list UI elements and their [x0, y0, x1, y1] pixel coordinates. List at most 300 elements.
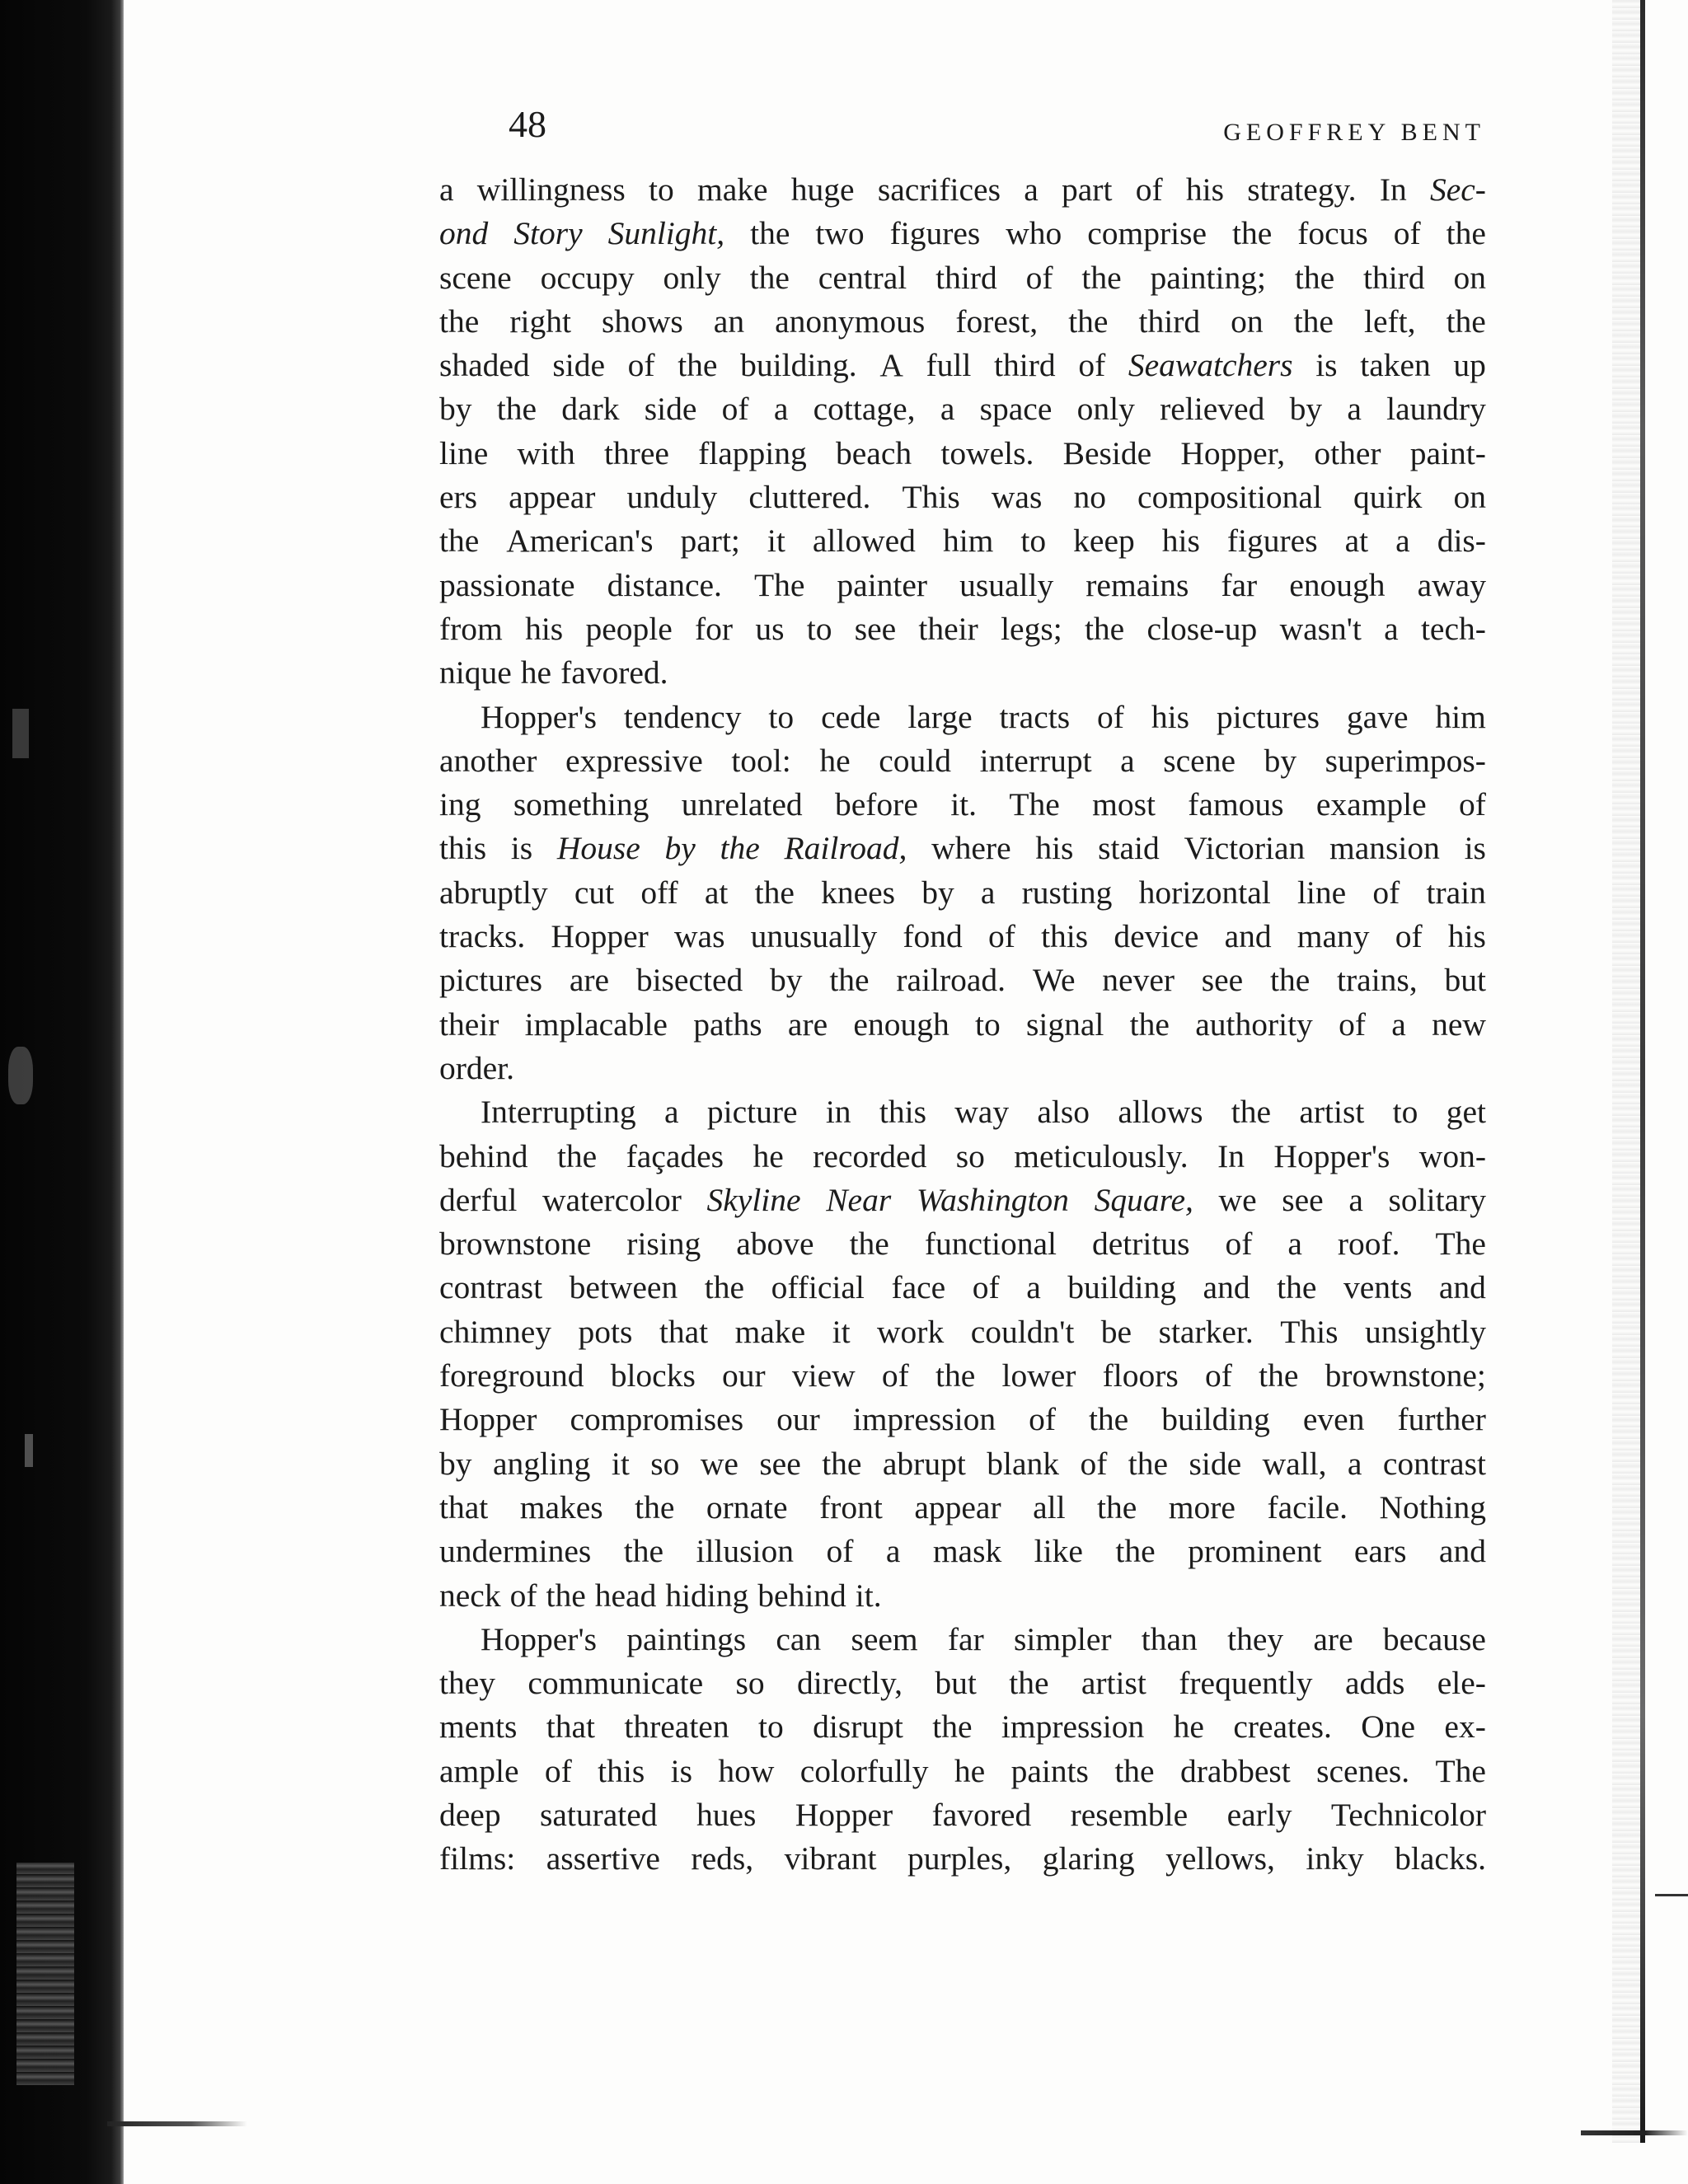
word: tracts [999, 698, 1071, 735]
word: bisected [635, 962, 743, 999]
word: of [826, 1533, 854, 1570]
word: something [513, 786, 649, 823]
word: see [1282, 1181, 1324, 1218]
word: it. [950, 786, 978, 823]
word: House [556, 830, 640, 867]
scan-artifact [107, 2121, 247, 2126]
word: recorded [813, 1137, 927, 1174]
word: expressive [565, 742, 703, 779]
word: compositional [1137, 479, 1322, 516]
word: the [829, 962, 870, 999]
word: taken [1360, 347, 1431, 384]
word: huge [790, 171, 855, 208]
scan-artifact [1581, 2130, 1688, 2135]
word: floors [1102, 1357, 1179, 1394]
word: for [695, 610, 734, 647]
word: gave [1346, 698, 1409, 735]
word: the [1128, 1445, 1169, 1482]
word: far [947, 1620, 984, 1657]
word: make [734, 1313, 806, 1350]
word: ample [439, 1752, 519, 1789]
running-head: GEOFFREY BENT [1223, 119, 1485, 146]
word: scene [1163, 742, 1236, 779]
word: strategy. [1247, 171, 1357, 208]
word: passionate [439, 566, 575, 603]
word: pictures [439, 962, 543, 999]
word: head [594, 1577, 657, 1614]
text-line [439, 827, 1486, 870]
word: our [722, 1357, 766, 1394]
word: roof. [1337, 1226, 1400, 1263]
word: train [1426, 874, 1486, 911]
word: ears [1353, 1533, 1407, 1570]
word: line [1296, 874, 1347, 911]
word: the [1088, 1401, 1129, 1438]
word: how [718, 1752, 775, 1789]
word: simpler [1014, 1620, 1112, 1657]
text-line [439, 1530, 1486, 1573]
text-line [439, 739, 1486, 783]
word: so [955, 1137, 985, 1174]
word: off [640, 874, 678, 911]
word: cluttered. [748, 479, 871, 516]
word: central [818, 259, 907, 296]
word: saturated [539, 1796, 658, 1833]
text-line [439, 564, 1486, 607]
word: towels. [940, 434, 1034, 471]
word: authority [1195, 1005, 1313, 1043]
word: by [1264, 742, 1297, 779]
word: a [885, 1533, 901, 1570]
word: a [1120, 742, 1135, 779]
word: a [1395, 523, 1410, 560]
word: the [1446, 215, 1486, 252]
word: of [1029, 1401, 1056, 1438]
word: close-up [1146, 610, 1258, 647]
word: the [1294, 259, 1335, 296]
word: the [1081, 259, 1122, 296]
word: of [1339, 1005, 1366, 1043]
word: the [754, 874, 795, 911]
word: usually [959, 566, 1054, 603]
word: of [881, 1357, 909, 1394]
word: to [806, 610, 832, 647]
word: tracks. [439, 918, 526, 955]
word: of [627, 347, 655, 384]
word: the [1259, 1357, 1299, 1394]
word: comprise [1087, 215, 1207, 252]
text-line [439, 915, 1486, 958]
word: trains, [1337, 962, 1418, 999]
word: by [1289, 391, 1323, 428]
word: derful [439, 1181, 518, 1218]
word: facile. [1267, 1488, 1348, 1526]
word: more [1168, 1488, 1236, 1526]
word: threaten [624, 1708, 729, 1746]
word: Sec- [1429, 171, 1486, 208]
body-text [439, 168, 1486, 1882]
word: that [439, 1488, 489, 1526]
word: interrupt [979, 742, 1092, 779]
word: abruptly [439, 874, 548, 911]
word: even [1302, 1401, 1365, 1438]
word: blocks [610, 1357, 696, 1394]
word: him [942, 523, 994, 560]
word: This [902, 479, 960, 516]
text-line [439, 1574, 1486, 1618]
word: of [509, 1577, 537, 1614]
text-line [439, 256, 1486, 300]
word: only [1076, 391, 1135, 428]
word: Hopper [439, 1401, 537, 1438]
word: most [1092, 786, 1156, 823]
word: blank [987, 1445, 1060, 1482]
text-line [439, 1222, 1486, 1266]
word: side [644, 391, 697, 428]
text-line [439, 1090, 1486, 1134]
page-edge-texture [1612, 0, 1640, 2143]
word: of [1204, 1357, 1232, 1394]
word: with [517, 434, 575, 471]
text-line [439, 1661, 1486, 1705]
word: also [1037, 1094, 1090, 1131]
word: ornate [706, 1488, 788, 1526]
word: a [1384, 610, 1399, 647]
word: full [926, 347, 972, 384]
word: The [1435, 1752, 1486, 1789]
word: the [1293, 302, 1334, 340]
word: at [704, 874, 729, 911]
word: the [935, 1357, 976, 1394]
word: occupy [540, 259, 635, 296]
word: from [439, 610, 503, 647]
word: brownstone [439, 1226, 592, 1263]
word: of [1395, 918, 1423, 955]
word: face [891, 1269, 946, 1306]
word: the [1084, 610, 1125, 647]
word: lower [1001, 1357, 1076, 1394]
word: cut [574, 874, 615, 911]
word: ond [439, 215, 489, 252]
page-edge-shadow [1640, 0, 1645, 2143]
word: see [854, 610, 897, 647]
word: the [1446, 302, 1486, 340]
word: away [1417, 566, 1486, 603]
text-line [439, 1003, 1486, 1047]
word: ing [439, 786, 481, 823]
word: beach [836, 434, 912, 471]
word: a [980, 874, 996, 911]
word: this [439, 830, 487, 867]
word: only [663, 259, 721, 296]
word: compromises [570, 1401, 744, 1438]
word: that [546, 1708, 595, 1746]
word: unusually [750, 918, 878, 955]
word: of [1097, 698, 1124, 735]
word: far [1221, 566, 1258, 603]
word: behind [757, 1577, 846, 1614]
word: than [1141, 1620, 1198, 1657]
word: is [1464, 830, 1486, 867]
word: further [1397, 1401, 1486, 1438]
word: creates. [1233, 1708, 1332, 1746]
word: we [700, 1445, 738, 1482]
word: above [736, 1226, 814, 1263]
word: paints [1010, 1752, 1089, 1789]
word: it. [855, 1577, 882, 1614]
word: rusting [1021, 874, 1113, 911]
word: by [664, 830, 696, 867]
word: This [1280, 1313, 1339, 1350]
word: inky [1306, 1840, 1364, 1877]
word: the [750, 215, 790, 252]
word: this [598, 1752, 645, 1789]
word: work [877, 1313, 945, 1350]
word: tech- [1420, 610, 1486, 647]
word: ele- [1437, 1665, 1486, 1702]
word: this [1041, 918, 1089, 955]
word: is [510, 830, 533, 867]
word: but [935, 1665, 977, 1702]
word: prominent [1188, 1533, 1322, 1570]
word: watercolor [542, 1181, 682, 1218]
word: Hopper [795, 1796, 893, 1833]
word: many [1296, 918, 1370, 955]
word: Sunlight, [607, 215, 725, 252]
word: so [735, 1665, 765, 1702]
word: a [940, 391, 955, 428]
word: ex- [1444, 1708, 1486, 1746]
word: shows [601, 302, 683, 340]
word: detritus [1091, 1226, 1190, 1263]
word: hiding [665, 1577, 749, 1614]
word: tool: [731, 742, 791, 779]
word: The [753, 566, 805, 603]
word: us [755, 610, 785, 647]
word: painter [837, 566, 928, 603]
word: appear [509, 479, 596, 516]
word: Seawatchers [1128, 347, 1293, 384]
word: of [1078, 347, 1106, 384]
word: allowed [812, 523, 916, 560]
word: cottage, [813, 391, 916, 428]
word: frequently [1179, 1665, 1313, 1702]
word: a [1287, 1226, 1302, 1263]
word: of [1372, 874, 1400, 911]
word: Technicolor [1330, 1796, 1486, 1833]
word: he [819, 742, 851, 779]
text-line [439, 476, 1486, 519]
word: solitary [1388, 1181, 1486, 1218]
word: to [757, 1708, 784, 1746]
word: make [696, 171, 768, 208]
word: by [439, 391, 472, 428]
word: Hopper's [481, 698, 597, 735]
word: the [1231, 1094, 1272, 1131]
word: the [822, 1445, 862, 1482]
word: ers [439, 479, 478, 516]
word: remains [1085, 566, 1189, 603]
word: a [663, 1094, 679, 1131]
word: because [1382, 1620, 1486, 1657]
word: dis- [1437, 523, 1486, 560]
word: Near [826, 1181, 892, 1218]
word: keep [1073, 523, 1135, 560]
word: the [439, 302, 480, 340]
word: way [954, 1094, 1010, 1131]
word: shaded [439, 347, 530, 384]
word: nique [439, 654, 512, 691]
word: and [1438, 1533, 1486, 1570]
word: chimney [439, 1313, 552, 1350]
word: but [1444, 962, 1486, 999]
word: mask [932, 1533, 1002, 1570]
word: the [496, 391, 537, 428]
text-line [439, 1398, 1486, 1441]
word: a [1391, 1005, 1406, 1043]
text-line [439, 696, 1486, 739]
word: implacable [524, 1005, 668, 1043]
word: he [954, 1752, 986, 1789]
word: his [1447, 918, 1486, 955]
word: directly, [797, 1665, 903, 1702]
word: a [1347, 1445, 1362, 1482]
word: We [1032, 962, 1076, 999]
word: Nothing [1379, 1488, 1486, 1526]
word: Interrupting [481, 1094, 636, 1131]
word: In [1379, 171, 1407, 208]
text-line [439, 1837, 1486, 1881]
word: purples, [907, 1840, 1012, 1877]
text-line [439, 432, 1486, 476]
word: the [849, 1226, 889, 1263]
word: are [569, 962, 610, 999]
word: he [753, 1137, 784, 1174]
word: the [546, 1577, 586, 1614]
word: they [439, 1665, 496, 1702]
word: his [1035, 830, 1074, 867]
word: another [439, 742, 537, 779]
word: assertive [546, 1840, 660, 1877]
word: yellows, [1165, 1840, 1275, 1877]
word: contrast [1382, 1445, 1486, 1482]
text-line [439, 1354, 1486, 1398]
word: people [585, 610, 673, 647]
word: glaring [1042, 1840, 1135, 1877]
word: pictures [1216, 698, 1320, 735]
word: laundry [1386, 391, 1486, 428]
word: he [1173, 1708, 1204, 1746]
word: in [825, 1094, 851, 1131]
word: unduly [626, 479, 718, 516]
word: the [556, 1137, 598, 1174]
word: blacks. [1395, 1840, 1486, 1877]
word: get [1446, 1094, 1486, 1131]
word: colorfully [799, 1752, 929, 1789]
word: and [1203, 1269, 1250, 1306]
word: unsightly [1364, 1313, 1486, 1350]
word: to [1392, 1094, 1418, 1131]
word: building [1161, 1401, 1270, 1438]
word: never [1102, 962, 1175, 999]
word: the [1068, 302, 1109, 340]
scan-artifact [16, 1863, 74, 2085]
word: where [931, 830, 1011, 867]
word: he [520, 654, 552, 691]
word: of [1393, 215, 1421, 252]
word: impression [852, 1401, 996, 1438]
word: favored [931, 1796, 1032, 1833]
word: of [544, 1752, 572, 1789]
word: paintings [626, 1620, 747, 1657]
word: brownstone; [1325, 1357, 1486, 1394]
word: the [704, 1269, 745, 1306]
text-line [439, 1705, 1486, 1749]
word: side [552, 347, 605, 384]
word: enough [1289, 566, 1386, 603]
word: willingness [476, 171, 626, 208]
word: the [1009, 1665, 1049, 1702]
scan-artifact [25, 1434, 33, 1467]
word: hues [696, 1796, 757, 1833]
word: focus [1297, 215, 1368, 252]
word: can [776, 1620, 822, 1657]
word: appear [914, 1488, 1001, 1526]
word: three [603, 434, 669, 471]
text-line [439, 344, 1486, 387]
word: could [879, 742, 951, 779]
word: his [1161, 523, 1200, 560]
word: Beside [1062, 434, 1152, 471]
word: it [611, 1445, 630, 1482]
word: on [1453, 259, 1486, 296]
word: American's [506, 523, 654, 560]
word: The [1435, 1226, 1486, 1263]
word: a [439, 171, 454, 208]
word: reds, [691, 1840, 754, 1877]
word: disrupt [813, 1708, 903, 1746]
word: artist [1299, 1094, 1365, 1131]
word: their [439, 1005, 499, 1043]
word: on [1231, 302, 1264, 340]
word: part [1062, 171, 1113, 208]
word: no [1073, 479, 1106, 516]
text-line [439, 168, 1486, 212]
word: example [1315, 786, 1427, 823]
word: Square, [1094, 1181, 1193, 1218]
word: part; [680, 523, 740, 560]
word: by [439, 1445, 472, 1482]
word: sacrifices [877, 171, 1001, 208]
word: before [835, 786, 918, 823]
word: quirk [1353, 479, 1423, 516]
word: order. [439, 1049, 515, 1086]
text-line [439, 212, 1486, 255]
word: cede [821, 698, 881, 735]
word: legs; [1001, 610, 1062, 647]
word: wasn't [1279, 610, 1362, 647]
word: third [1362, 259, 1425, 296]
text-line [439, 387, 1486, 431]
text-line [439, 1266, 1486, 1310]
word: Skyline [706, 1181, 801, 1218]
word: third [1138, 302, 1201, 340]
word: is [670, 1752, 692, 1789]
word: to [974, 1005, 1001, 1043]
word: painting; [1150, 259, 1266, 296]
word: Story [513, 215, 583, 252]
word: our [776, 1401, 820, 1438]
